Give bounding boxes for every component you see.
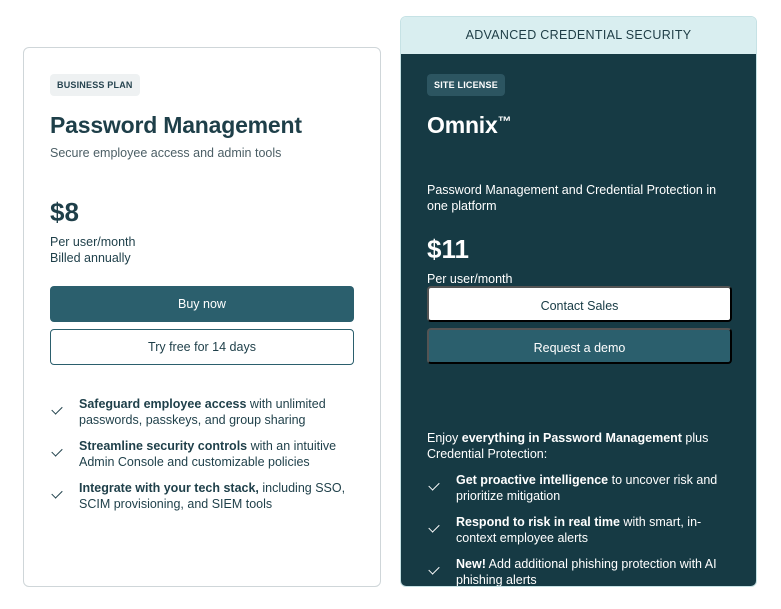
feature-text: with smart, in-context employee alerts [456, 515, 702, 545]
plan-intro [427, 430, 737, 462]
feature-highlight: New! [456, 557, 486, 571]
feature-text: Add additional phishing protection with AI phishing alerts [456, 557, 717, 587]
billing-period: Per user/month [50, 235, 136, 249]
plan-price: $11 [427, 234, 469, 264]
plan-subtitle: Secure employee access and admin tools [50, 146, 282, 160]
feature-highlight: Streamline security controls [79, 439, 248, 453]
plan-subtitle: Password Management and Credential Protection in one platform [427, 183, 717, 213]
plan-price: $8 [50, 197, 79, 227]
feature-item [427, 514, 737, 546]
intro-highlight: everything in Password Management [461, 431, 682, 445]
plan-badge: BUSINESS PLAN [50, 74, 140, 96]
plan-ribbon: ADVANCED CREDENTIAL SECURITY [401, 17, 756, 54]
buy-now-button[interactable]: Buy now [50, 286, 354, 322]
feature-item [50, 396, 360, 428]
feature-text: to uncover risk and prioritize mitigation [456, 473, 718, 503]
plan-title-text: Omnix [427, 112, 498, 138]
free-trial-button[interactable]: Try free for 14 days [50, 329, 354, 365]
plan-title: Password Management [50, 112, 302, 138]
feature-list [427, 472, 737, 587]
plan-title [427, 112, 511, 139]
feature-item [50, 480, 360, 512]
feature-text: including SSO, SCIM provisioning, and SIEM tools [79, 481, 346, 511]
feature-text: with unlimited passwords, passkeys, and group sharing [79, 397, 326, 427]
check-icon [428, 479, 439, 490]
omnix-plan-body [401, 54, 756, 587]
check-icon [51, 445, 62, 456]
plan-badge: SITE LICENSE [427, 74, 505, 96]
feature-item [427, 472, 737, 504]
request-demo-button[interactable]: Request a demo [427, 328, 732, 364]
business-plan-card [23, 47, 381, 587]
check-icon [428, 521, 439, 532]
feature-highlight: Safeguard employee access [79, 397, 247, 411]
feature-list [50, 396, 360, 522]
check-icon [51, 403, 62, 414]
feature-text: with an intuitive Admin Console and customizable policies [79, 439, 337, 469]
intro-suffix: plus Credential Protection: [427, 431, 709, 461]
trademark-mark: ™ [497, 113, 512, 129]
feature-item [50, 438, 360, 470]
billing-period: Per user/month [427, 272, 513, 286]
check-icon [428, 563, 439, 574]
feature-item [427, 556, 737, 587]
feature-highlight: Get proactive intelligence [456, 473, 609, 487]
billing-frequency: Billed annually [50, 251, 131, 265]
plan-billing [50, 234, 135, 266]
omnix-plan-card [400, 16, 757, 587]
check-icon [51, 487, 62, 498]
feature-highlight: Integrate with your tech stack, [79, 481, 259, 495]
intro-prefix: Enjoy [427, 431, 462, 445]
feature-highlight: Respond to risk in real time [456, 515, 620, 529]
contact-sales-button[interactable]: Contact Sales [427, 286, 732, 322]
